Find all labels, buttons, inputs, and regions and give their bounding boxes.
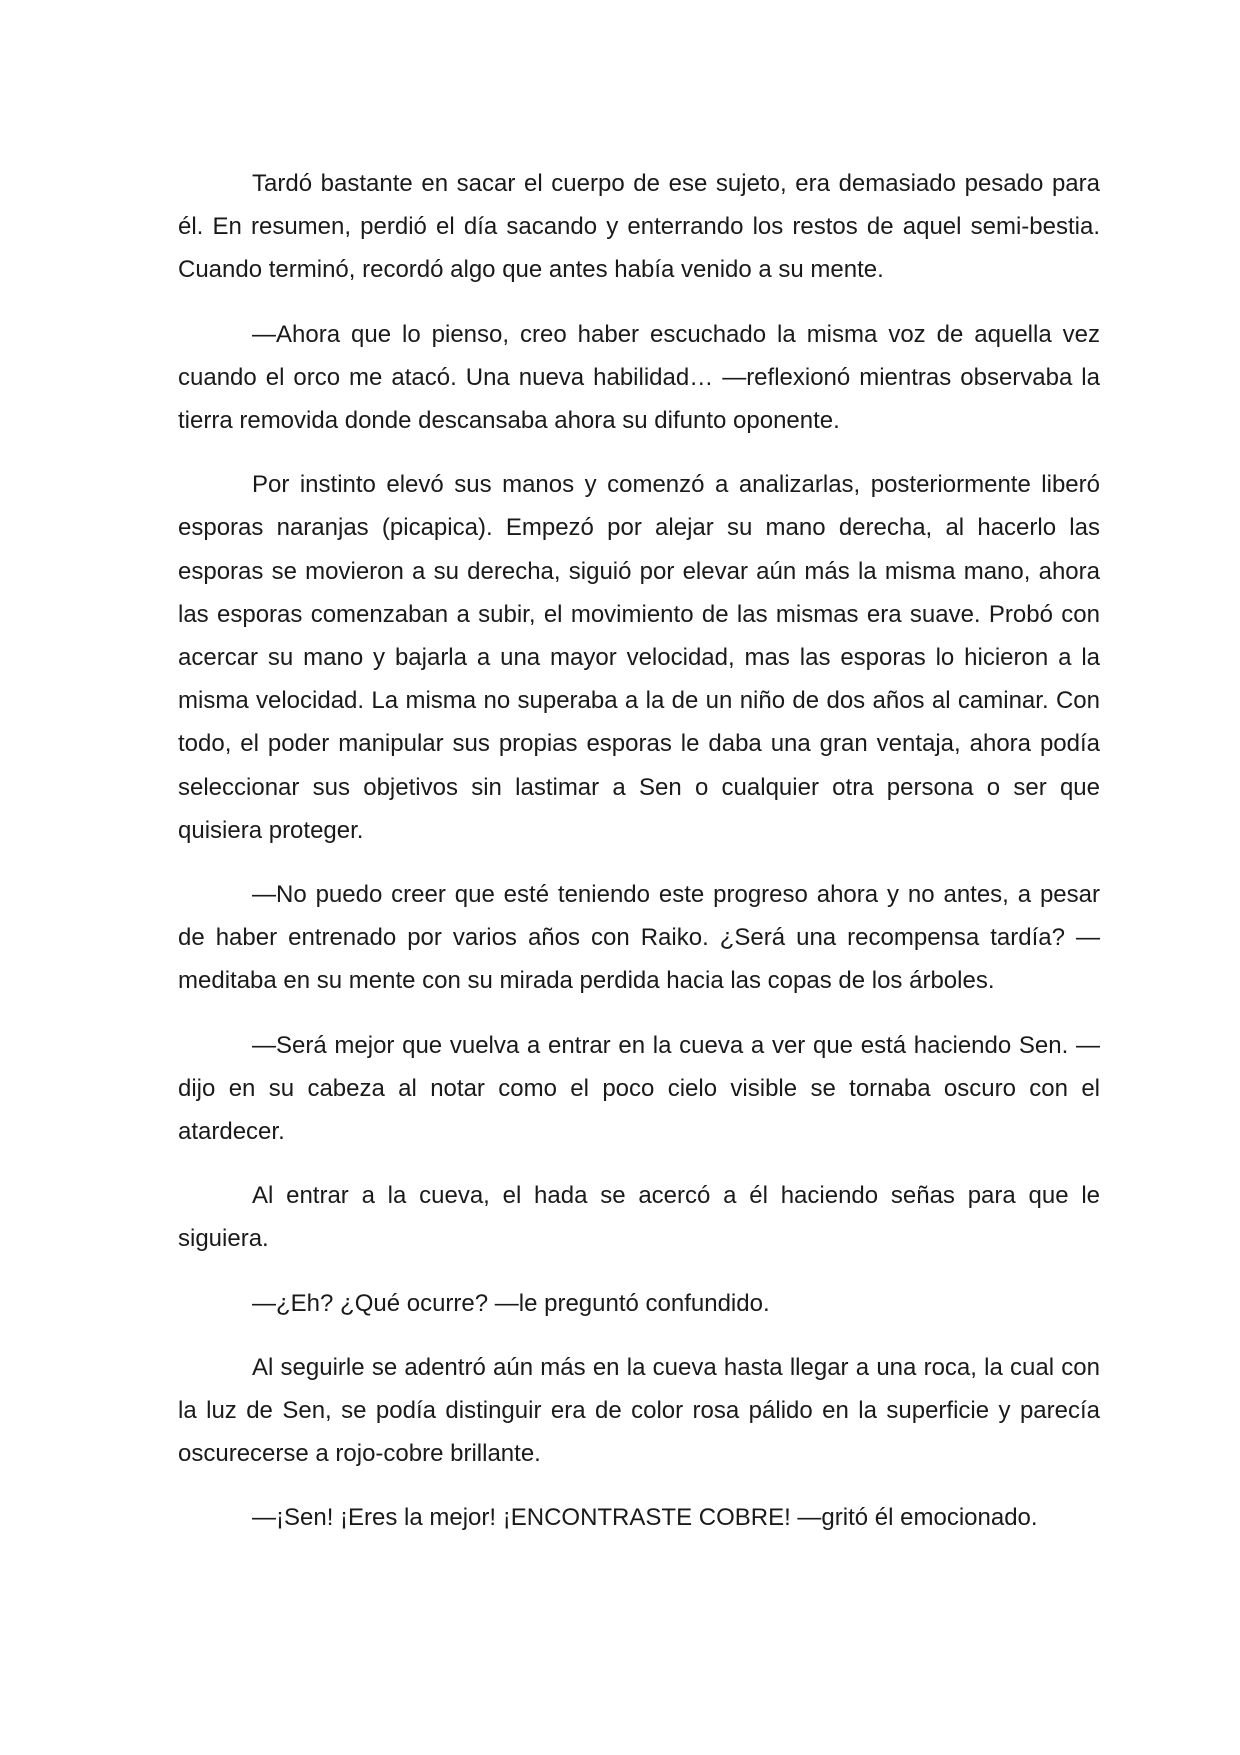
paragraph: Al entrar a la cueva, el hada se acercó a él haciendo señas para que le siguiera.: [178, 1182, 1100, 1253]
paragraph: Por instinto elevó sus manos y comenzó a analizarlas, posteriormente liberó esporas naranjas (picapica). Empezó por alejar su mano derecha, al hacerlo las esporas se movieron a su derecha, siguió por elevar aún más la misma mano, ahora las esporas comenzaban a subir, el movimiento de las mismas era suave. Probó con acercar su mano y bajarla a una mayor velocidad, mas las esporas lo hicieron a la misma velocidad. La misma no superaba a la de un niño de dos años al caminar. Con todo, el poder manipular sus propias esporas le daba una gran ventaja, ahora podía seleccionar sus objetivos sin lastimar a Sen o cualquier otra persona o ser que quisiera proteger.: [178, 471, 1100, 844]
paragraph: Al seguirle se adentró aún más en la cueva hasta llegar a una roca, la cual con la luz de Sen, se podía distinguir era de color rosa pálido en la superficie y parecía oscurecerse a rojo-cobre brillante.: [178, 1353, 1100, 1468]
paragraph: —Será mejor que vuelva a entrar en la cueva a ver que está haciendo Sen. —dijo en su cabeza al notar como el poco cielo visible se tornaba oscuro con el atardecer.: [178, 1031, 1100, 1146]
paragraph: —No puedo creer que esté teniendo este progreso ahora y no antes, a pesar de haber entrenado por varios años con Raiko. ¿Será una recompensa tardía? —meditaba en su mente con su mirada perdida hacia las copas de los árboles.: [178, 881, 1100, 995]
paragraph: —Ahora que lo pienso, creo haber escuchado la misma voz de aquella vez cuando el orco me atacó. Una nueva habilidad… —reflexionó mientras observaba la tierra removida donde descansaba ahora su difunto oponente.: [178, 320, 1100, 435]
paragraph: —¡Sen! ¡Eres la mejor! ¡ENCONTRASTE COBRE! —gritó él emocionado.: [252, 1504, 1038, 1532]
paragraph: —¿Eh? ¿Qué ocurre? —le preguntó confundido.: [252, 1289, 770, 1317]
paragraph: Tardó bastante en sacar el cuerpo de ese sujeto, era demasiado pesado para él. En resumen, perdió el día sacando y enterrando los restos de aquel semi-bestia. Cuando terminó, recordó algo que antes había venido a su mente.: [178, 170, 1100, 284]
body-text: [178, 172, 1100, 1561]
